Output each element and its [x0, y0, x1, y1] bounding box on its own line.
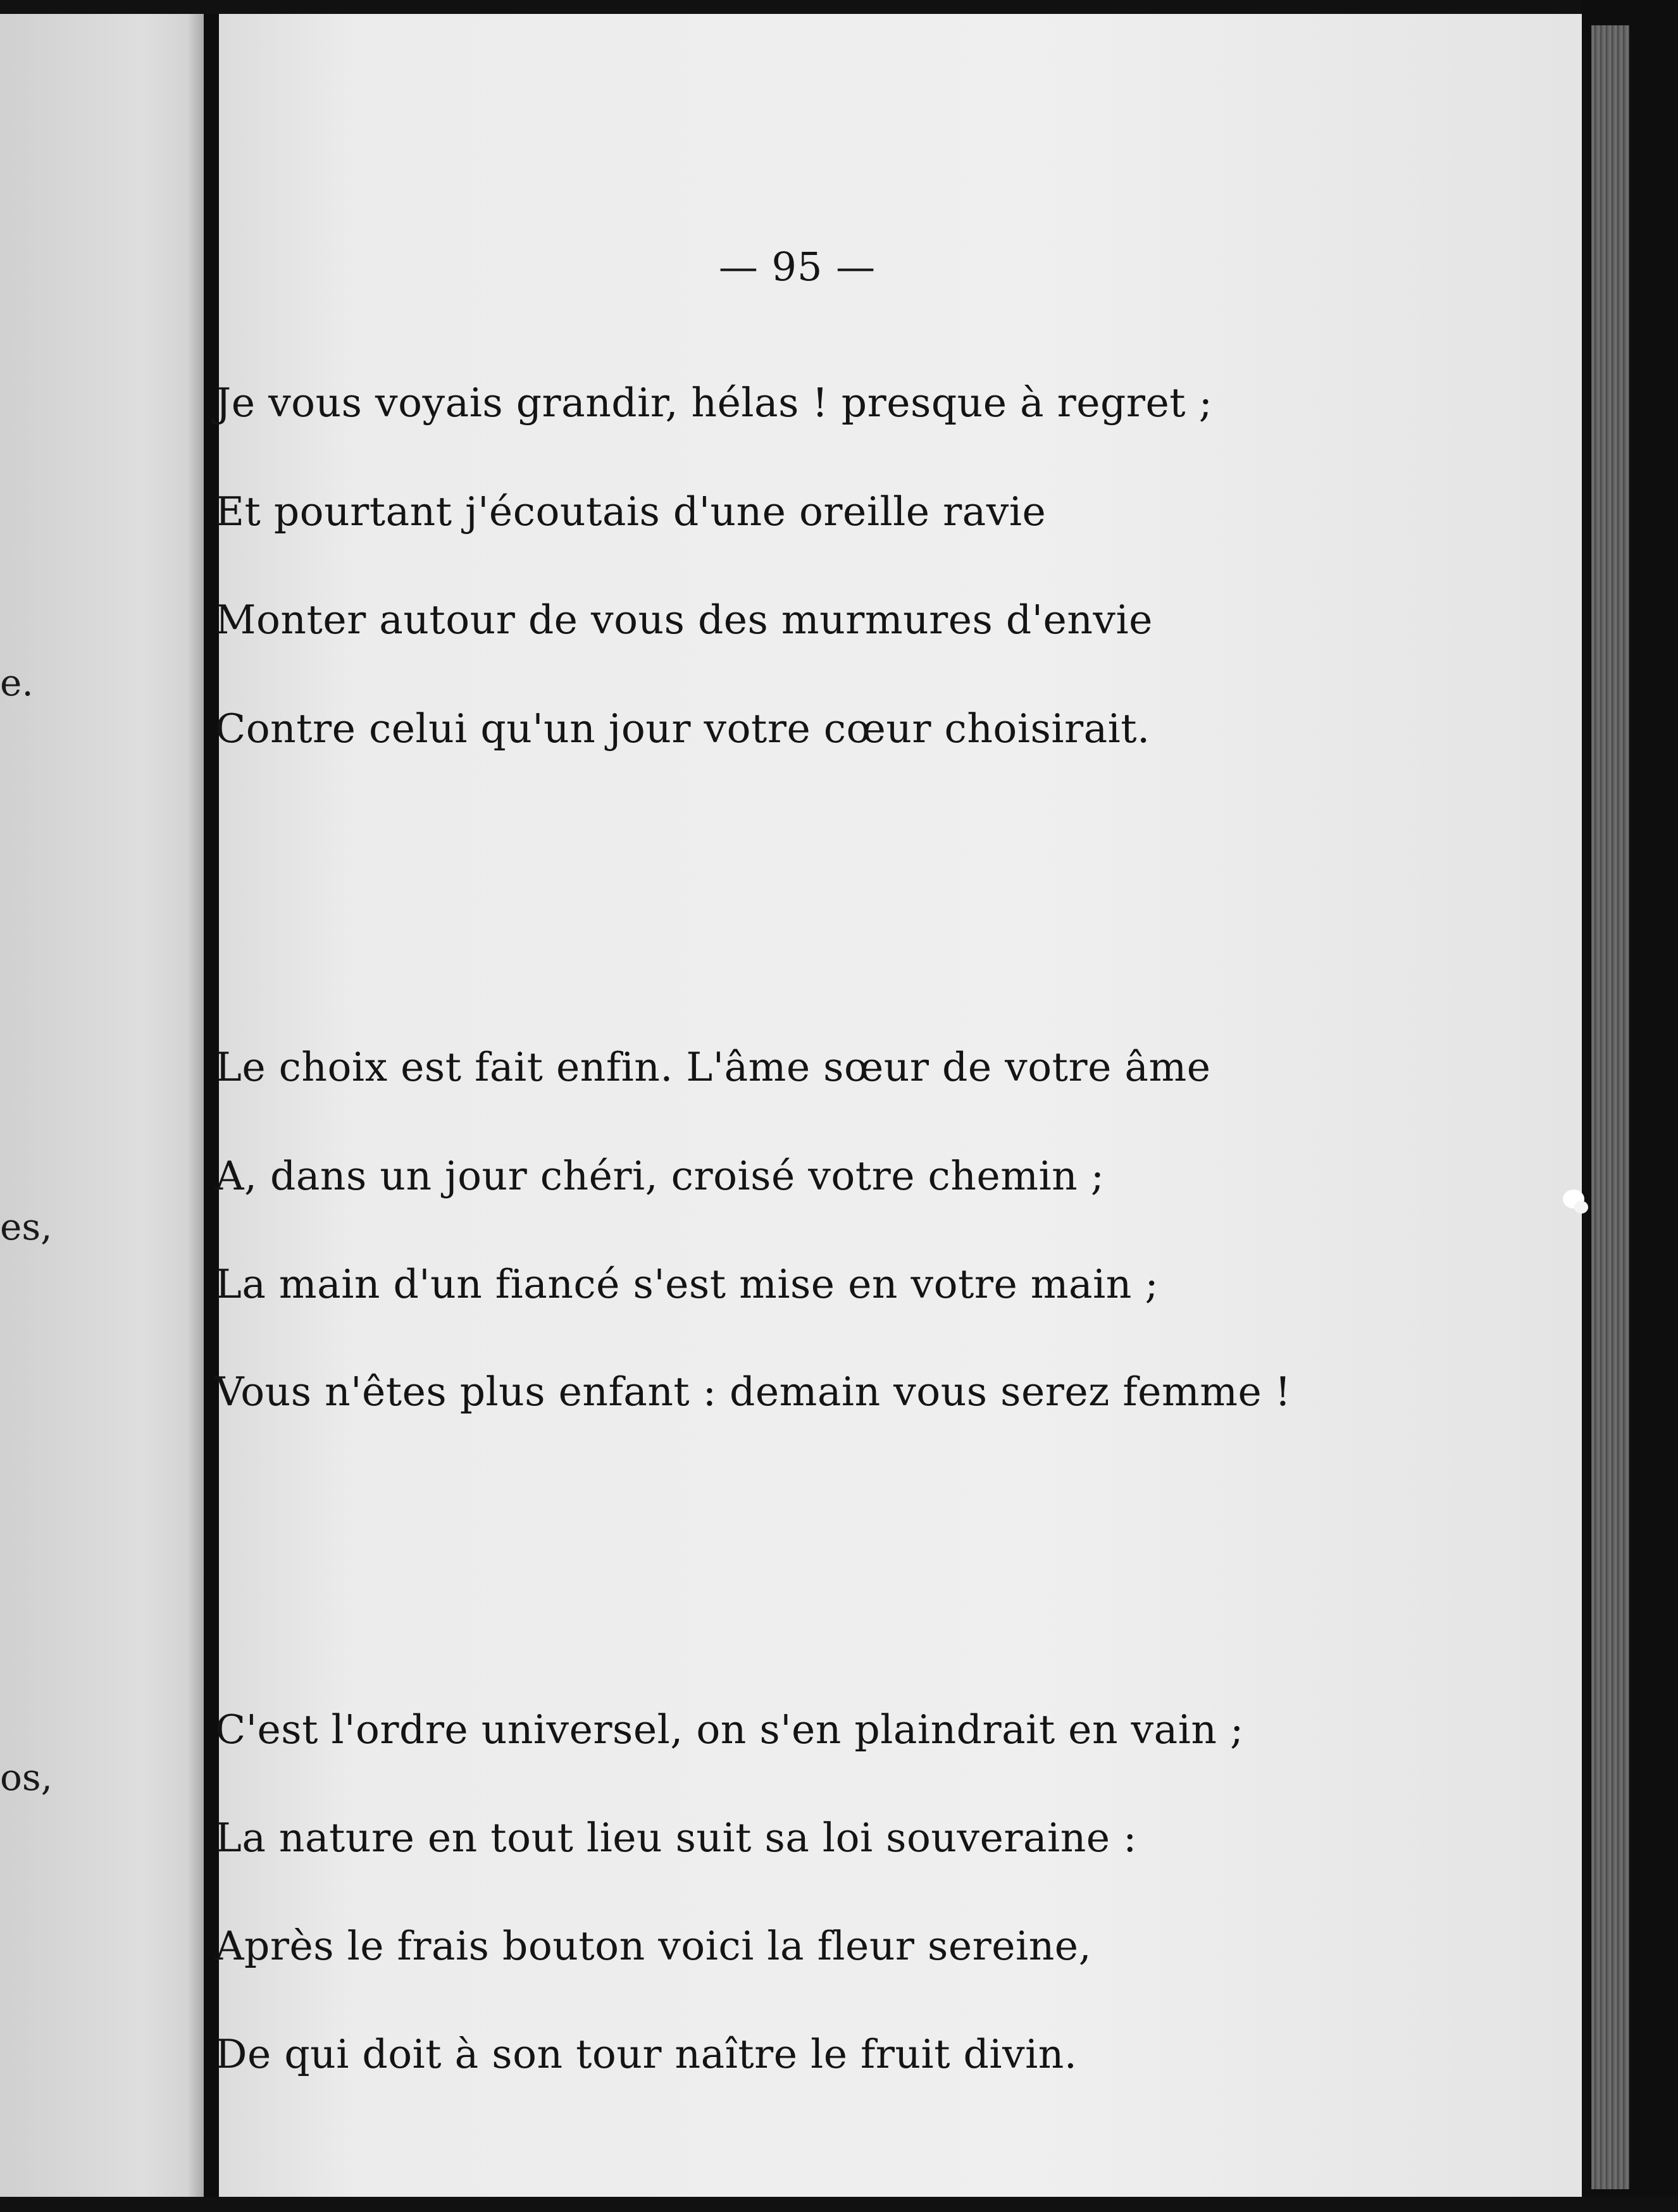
verse-line: Le choix est fait enfin. L'âme sœur de votre âme [215, 1044, 1211, 1090]
page-number: — 95 — [718, 244, 876, 290]
verse-line: C'est l'ordre universel, on s'en plaindrait en vain ; [215, 1706, 1244, 1753]
verse-line: Contre celui qu'un jour votre cœur choisirait. [215, 705, 1150, 752]
verse-line: De qui doit à son tour naître le fruit divin. [215, 2031, 1078, 2077]
scan-bottom-border [0, 2197, 1678, 2212]
verse-line: La nature en tout lieu suit sa loi souveraine : [215, 1815, 1137, 1861]
left-page-fragment: e. [0, 661, 34, 704]
right-page [219, 14, 1582, 2197]
verse-line: Et pourtant j'écoutais d'une oreille ravie [215, 488, 1047, 535]
verse-line: Je vous voyais grandir, hélas ! presque à regret ; [215, 380, 1213, 426]
left-facing-page [0, 0, 206, 2212]
left-page-fragment: os, [0, 1756, 53, 1799]
book-gutter [204, 0, 219, 2212]
verse-line: Vous n'êtes plus enfant : demain vous serez femme ! [215, 1369, 1291, 1415]
gutter-shadow [187, 0, 204, 2212]
page-stack-edge [1591, 25, 1629, 2189]
verse-line: A, dans un jour chéri, croisé votre chemin ; [215, 1153, 1105, 1199]
left-page-fragment: es, [0, 1205, 53, 1248]
scan-top-border [0, 0, 1678, 14]
verse-line: Monter autour de vous des murmures d'envie [215, 597, 1153, 643]
verse-line: Après le frais bouton voici la fleur sereine, [215, 1923, 1092, 1969]
paper-blemish [1574, 1201, 1588, 1214]
verse-line: La main d'un fiancé s'est mise en votre main ; [215, 1261, 1159, 1307]
